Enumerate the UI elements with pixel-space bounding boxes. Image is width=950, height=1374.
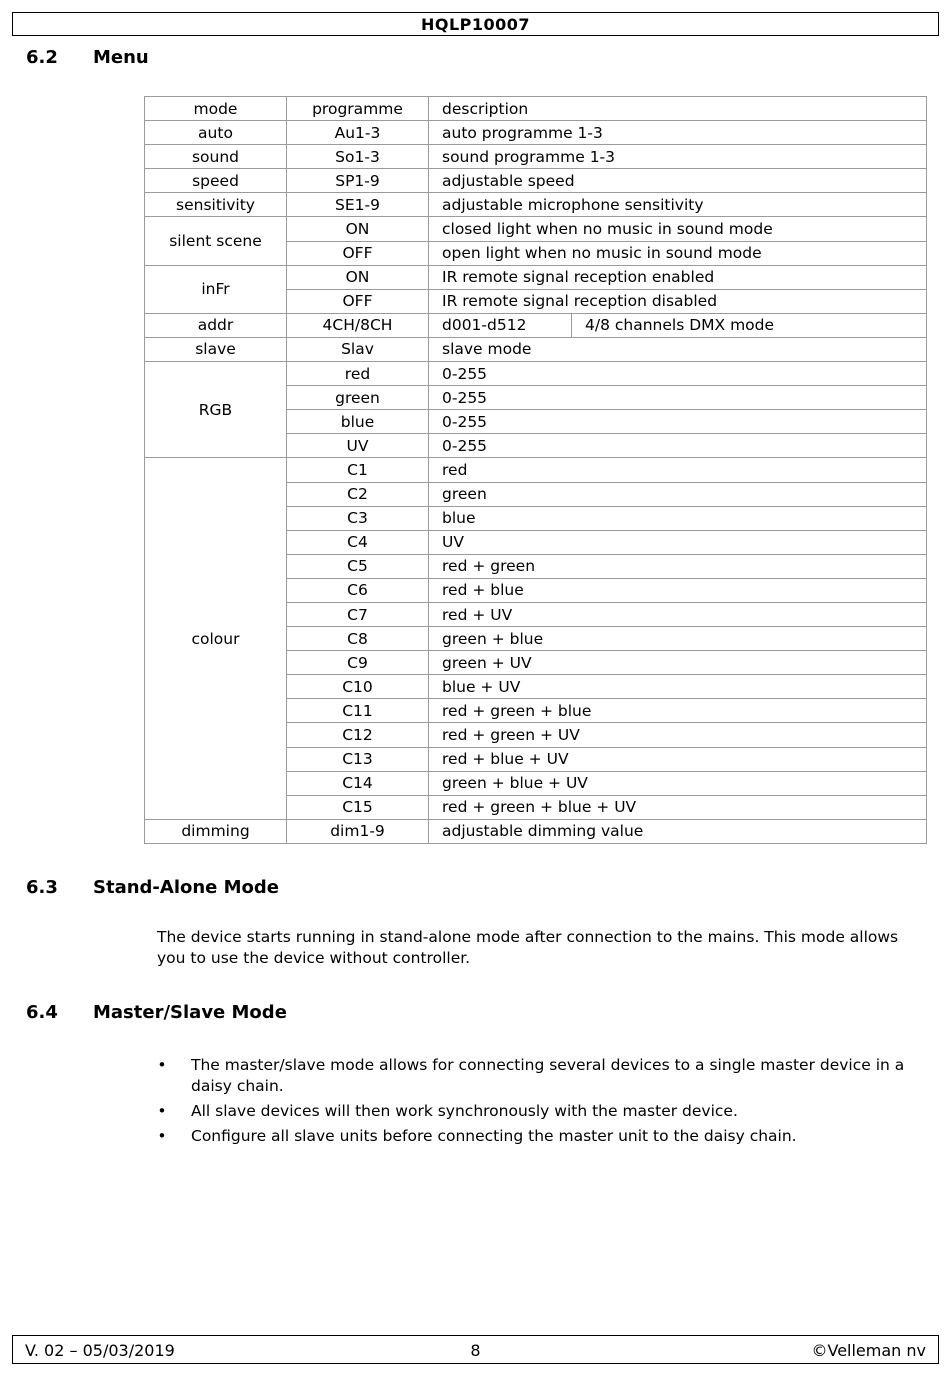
section-title: Master/Slave Mode <box>93 1002 287 1023</box>
programme-cell: programme <box>287 97 429 121</box>
mode-cell: slave <box>145 337 287 361</box>
programme-cell: C10 <box>287 675 429 699</box>
programme-cell: C14 <box>287 771 429 795</box>
page-header <box>12 12 939 36</box>
programme-cell: C9 <box>287 651 429 675</box>
programme-cell: C6 <box>287 578 429 602</box>
mode-cell: colour <box>145 458 287 819</box>
description-cell: 0-255 <box>429 434 927 458</box>
description-cell: red + blue <box>429 578 927 602</box>
mode-cell: mode <box>145 97 287 121</box>
programme-cell: C4 <box>287 530 429 554</box>
description-cell: green + blue + UV <box>429 771 927 795</box>
table-row <box>145 121 927 145</box>
description-cell: auto programme 1-3 <box>429 121 927 145</box>
description-extra-cell: 4/8 channels DMX mode <box>572 313 927 337</box>
table-row <box>145 819 927 843</box>
menu-table <box>144 96 927 844</box>
programme-cell: C7 <box>287 602 429 626</box>
list-item-text: Configure all slave units before connecting the master unit to the daisy chain. <box>191 1127 797 1145</box>
bullet-icon: • <box>157 1102 167 1120</box>
table-row <box>145 337 927 361</box>
description-cell: IR remote signal reception disabled <box>429 289 927 313</box>
page-number: 8 <box>470 1341 481 1360</box>
mode-cell: speed <box>145 169 287 193</box>
table-row <box>145 313 927 337</box>
table-header-row <box>145 97 927 121</box>
programme-cell: UV <box>287 434 429 458</box>
description-cell: red + green + UV <box>429 723 927 747</box>
programme-cell: C5 <box>287 554 429 578</box>
description-cell: green <box>429 482 927 506</box>
version-date: V. 02 – 05/03/2019 <box>25 1341 175 1360</box>
mode-cell: auto <box>145 121 287 145</box>
list-item-text: All slave devices will then work synchronously with the master device. <box>191 1102 738 1120</box>
programme-cell: green <box>287 386 429 410</box>
description-cell: blue + UV <box>429 675 927 699</box>
section-heading-masterslave <box>26 1001 287 1025</box>
programme-cell: Slav <box>287 337 429 361</box>
section-title: Menu <box>93 47 149 68</box>
programme-cell: blue <box>287 410 429 434</box>
description-cell: red + green + blue + UV <box>429 795 927 819</box>
copyright: ©Velleman nv <box>811 1341 926 1360</box>
description-cell: adjustable microphone sensitivity <box>429 193 927 217</box>
list-item <box>157 1055 917 1097</box>
table-row <box>145 145 927 169</box>
document-code: HQLP10007 <box>420 15 531 34</box>
programme-cell: ON <box>287 265 429 289</box>
description-cell: open light when no music in sound mode <box>429 241 927 265</box>
programme-cell: So1-3 <box>287 145 429 169</box>
mode-cell: dimming <box>145 819 287 843</box>
mode-cell: sensitivity <box>145 193 287 217</box>
description-cell: UV <box>429 530 927 554</box>
section-number: 6.3 <box>26 877 58 898</box>
programme-cell: Au1-3 <box>287 121 429 145</box>
bullet-icon: • <box>157 1127 167 1145</box>
programme-cell: OFF <box>287 289 429 313</box>
menu-table-body <box>145 97 927 844</box>
description-cell: red + green + blue <box>429 699 927 723</box>
description-cell: description <box>429 97 927 121</box>
programme-cell: OFF <box>287 241 429 265</box>
mode-cell: inFr <box>145 265 287 313</box>
description-cell: red + blue + UV <box>429 747 927 771</box>
description-cell: sound programme 1-3 <box>429 145 927 169</box>
programme-cell: C3 <box>287 506 429 530</box>
section-number: 6.4 <box>26 1002 58 1023</box>
table-row <box>145 217 927 241</box>
programme-cell: ON <box>287 217 429 241</box>
masterslave-bullet-list <box>157 1055 917 1151</box>
description-cell: green + UV <box>429 651 927 675</box>
mode-cell: sound <box>145 145 287 169</box>
programme-cell: C2 <box>287 482 429 506</box>
programme-cell: C15 <box>287 795 429 819</box>
description-cell: 0-255 <box>429 362 927 386</box>
description-cell: closed light when no music in sound mode <box>429 217 927 241</box>
table-row <box>145 362 927 386</box>
description-cell: d001-d512 <box>429 313 572 337</box>
list-item <box>157 1126 917 1147</box>
description-cell: red + green <box>429 554 927 578</box>
standalone-description: The device starts running in stand-alone mode after connection to the mains. This mode allows you to use the device without controller. <box>157 928 899 967</box>
programme-cell: SE1-9 <box>287 193 429 217</box>
table-row <box>145 265 927 289</box>
description-cell: red <box>429 458 927 482</box>
description-cell: 0-255 <box>429 386 927 410</box>
programme-cell: red <box>287 362 429 386</box>
table-row <box>145 193 927 217</box>
programme-cell: 4CH/8CH <box>287 313 429 337</box>
table-row <box>145 458 927 482</box>
programme-cell: C1 <box>287 458 429 482</box>
section-number: 6.2 <box>26 47 58 68</box>
description-cell: 0-255 <box>429 410 927 434</box>
section-heading-menu <box>26 46 149 70</box>
description-cell: red + UV <box>429 602 927 626</box>
description-cell: adjustable dimming value <box>429 819 927 843</box>
description-cell: green + blue <box>429 627 927 651</box>
programme-cell: C13 <box>287 747 429 771</box>
programme-cell: SP1-9 <box>287 169 429 193</box>
description-cell: IR remote signal reception enabled <box>429 265 927 289</box>
section-heading-standalone <box>26 876 279 900</box>
bullet-icon: • <box>157 1056 167 1074</box>
section-title: Stand-Alone Mode <box>93 877 280 898</box>
programme-cell: C11 <box>287 699 429 723</box>
mode-cell: silent scene <box>145 217 287 265</box>
list-item <box>157 1101 917 1122</box>
description-cell: slave mode <box>429 337 927 361</box>
programme-cell: C12 <box>287 723 429 747</box>
programme-cell: dim1-9 <box>287 819 429 843</box>
list-item-text: The master/slave mode allows for connecting several devices to a single master device in a daisy chain. <box>191 1056 905 1095</box>
page-footer <box>12 1335 939 1364</box>
table-row <box>145 169 927 193</box>
mode-cell: addr <box>145 313 287 337</box>
programme-cell: C8 <box>287 627 429 651</box>
description-cell: blue <box>429 506 927 530</box>
mode-cell: RGB <box>145 362 287 458</box>
description-cell: adjustable speed <box>429 169 927 193</box>
